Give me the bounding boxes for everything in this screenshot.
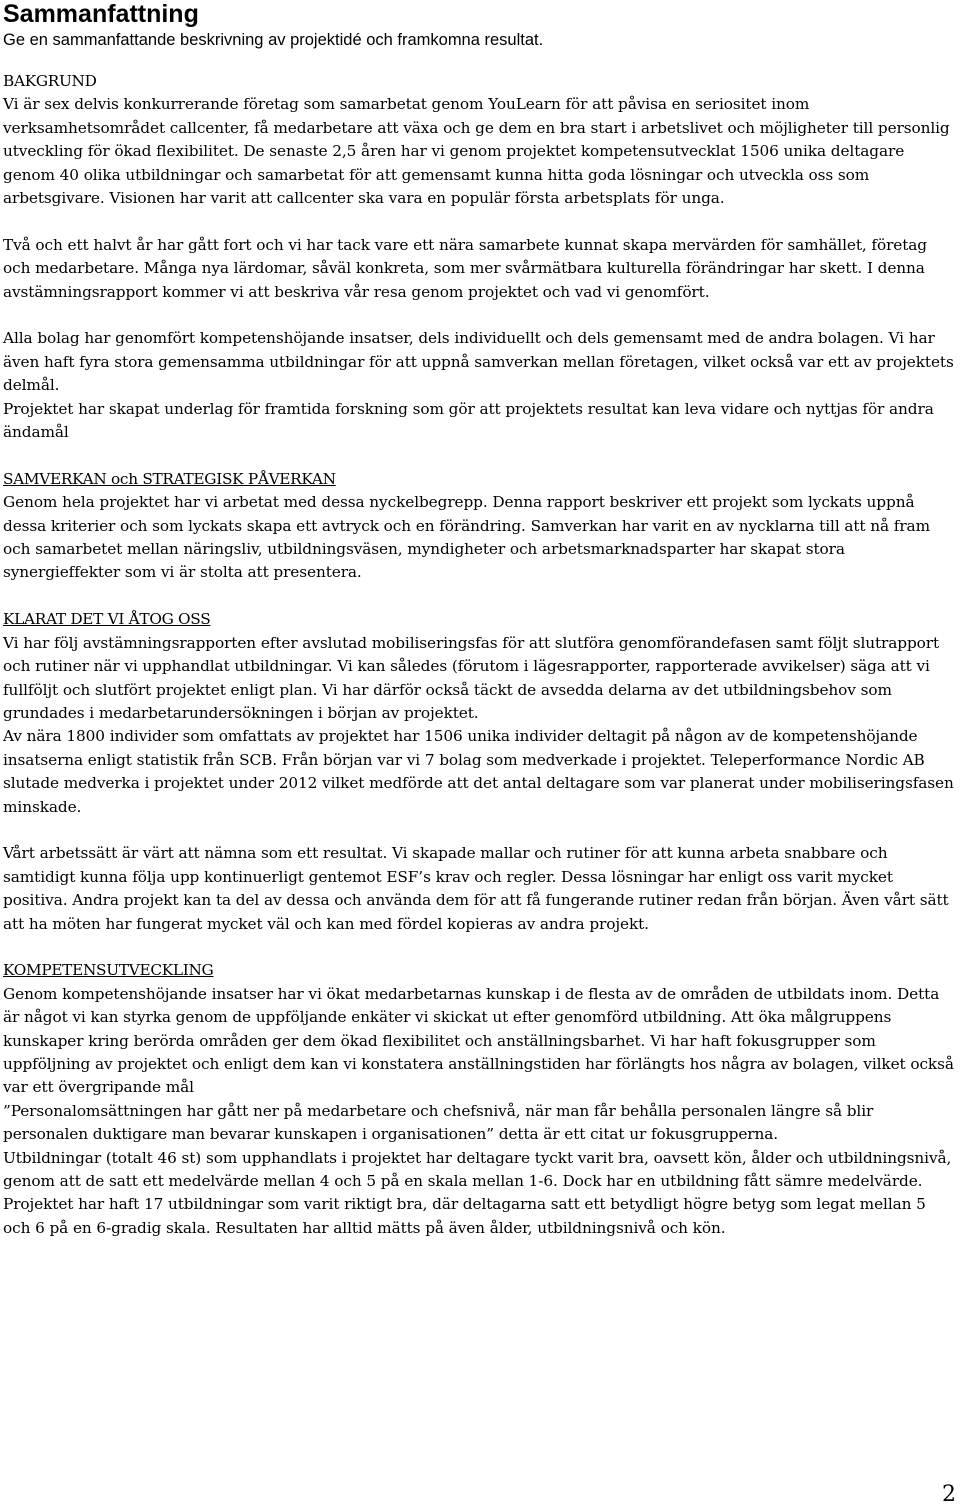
spacer xyxy=(3,936,955,959)
paragraph-kompetens-2: ”Personalomsättningen har gått ner på medarbetare och chefsnivå, när man får behålla personalen längre så blir personalen duktigare man bevarar kunskapen i organisationen” detta är ett citat ur fokusgrupperna. xyxy=(3,1101,874,1144)
page-subtitle: Ge en sammanfattande beskrivning av projektidé och framkomna resultat. xyxy=(3,31,544,49)
page-number: 2 xyxy=(942,1482,956,1507)
paragraph-samverkan-1: Genom hela projektet har vi arbetat med dessa nyckelbegrepp. Denna rapport beskriver ett projekt som lyckats uppnå dessa kriterier och som lyckats skapa ett avtryck och en förändring. Samverkan har varit en av nycklarna till att nå fram och samarbetet mellan näringsliv, utbildningsväsen, myndigheter och arbetsmarknadsparter har skapat stora synergieffekter som vi är stolta att presentera. xyxy=(3,493,930,582)
document-page xyxy=(3,0,955,1240)
paragraph-kompetens-1: Genom kompetenshöjande insatser har vi ökat medarbetarnas kunskap i de flesta av de områden de utbildats inom. Detta är något vi kan styrka genom de uppföljande enkäter vi skickat ut efter genomförd utbildning. Att öka målgruppens kunskaper kring berörda områden ger dem ökad flexibilitet och anställningsbarhet. Vi har haft fokusgrupper som uppföljning av projektet och enligt dem kan vi konstatera anställningstiden har förlängts hos några av bolagen, vilket också var ett övergripande mål xyxy=(3,984,954,1097)
section-heading-samverkan: SAMVERKAN och STRATEGISK PÅVERKAN xyxy=(3,469,336,488)
paragraph-klarat-1: Vi har följ avstämningsrapporten efter avslutad mobiliseringsfas för att slutföra genomförandefasen samt följt slutrapport och rutiner när vi upphandlat utbildningar. Vi kan således (förutom i lägesrapporter, rapporterade avvikelser) säga att vi fullföljt och slutfört projektet enligt plan. Vi har därför också täckt de avsedda delarna av det utbildningsbehov som grundades i medarbetarundersökningen i början av projektet. xyxy=(3,633,940,722)
spacer xyxy=(3,304,955,327)
paragraph-bakgrund-2: Två och ett halvt år har gått fort och vi har tack vare ett nära samarbete kunnat skapa mervärden för samhället, företag och medarbetare. Många nya lärdomar, såväl konkreta, som mer svårmätbara kulturella förändringar har skett. I denna avstämningsrapport kommer vi att beskriva vår resa genom projektet och vad vi genomfört. xyxy=(3,235,927,301)
paragraph-kompetens-3: Utbildningar (totalt 46 st) som upphandlats i projektet har deltagare tyckt varit bra, oavsett kön, ålder och utbildningsnivå, genom att de satt ett medelvärde mellan 4 och 5 på en skala mellan 1-6. Dock har en utbildning fått sämre medelvärde. Projektet har haft 17 utbildningar som varit riktigt bra, där deltagarna satt ett betydligt högre betyg som legat mellan 5 och 6 på en 6-gradig skala. Resultaten har alltid mätts på även ålder, utbildningsnivå och kön. xyxy=(3,1148,952,1237)
spacer xyxy=(3,51,955,70)
section-heading-klarat: KLARAT DET VI ÅTOG OSS xyxy=(3,610,211,629)
paragraph-bakgrund-1: Vi är sex delvis konkurrerande företag som samarbetat genom YouLearn för att påvisa en seriositet inom verksamhetsområdet callcenter, få medarbetare att växa och ge dem en bra start i arbetslivet och möjligheter till personlig utveckling för ökad flexibilitet. De senaste 2,5 åren har vi genom projektet kompetensutvecklat 1506 unika deltagare genom 40 olika utbildningar och samarbetat för att gemensamt kunna hitta goda lösningar och utveckla oss som arbetsgivare. Visionen har varit att callcenter ska vara en populär första arbetsplats för unga. xyxy=(3,95,950,208)
paragraph-klarat-2: Av nära 1800 individer som omfattats av projektet har 1506 unika individer deltagit på någon av de kompetenshöjande insatserna enligt statistik från SCB. Från början var vi 7 bolag som medverkade i projektet. Teleperformance Nordic AB slutade medverka i projektet under 2012 vilket medförde att det antal deltagare som var planerat under mobiliseringsfasen minskade. xyxy=(3,727,954,816)
spacer xyxy=(3,585,955,608)
section-heading-kompetens: KOMPETENSUTVECKLING xyxy=(3,961,214,980)
page-title: Sammanfattning xyxy=(3,0,199,28)
paragraph-bakgrund-3: Alla bolag har genomfört kompetenshöjande insatser, dels individuellt och dels gemensamt med de andra bolagen. Vi har även haft fyra stora gemensamma utbildningar för att uppnå samverkan mellan företagen, vilket också var ett av projektets delmål. xyxy=(3,329,954,395)
section-heading-bakgrund: BAKGRUND xyxy=(3,72,97,90)
paragraph-klarat-3: Vårt arbetssätt är värt att nämna som ett resultat. Vi skapade mallar och rutiner för att kunna arbeta snabbare och samtidigt kunna följa upp kontinuerligt gentemot ESF’s krav och regler. Dessa lösningar har enligt oss varit mycket positiva. Andra projekt kan ta del av dessa och använda dem för att få fungerande rutiner redan från början. Även vårt sätt att ha möten har fungerat mycket väl och kan med fördel kopieras av andra projekt. xyxy=(3,844,949,933)
paragraph-bakgrund-4: Projektet har skapat underlag för framtida forskning som gör att projektets resultat kan leva vidare och nyttjas för andra ändamål xyxy=(3,399,934,442)
spacer xyxy=(3,210,955,233)
spacer xyxy=(3,444,955,467)
spacer xyxy=(3,819,955,842)
